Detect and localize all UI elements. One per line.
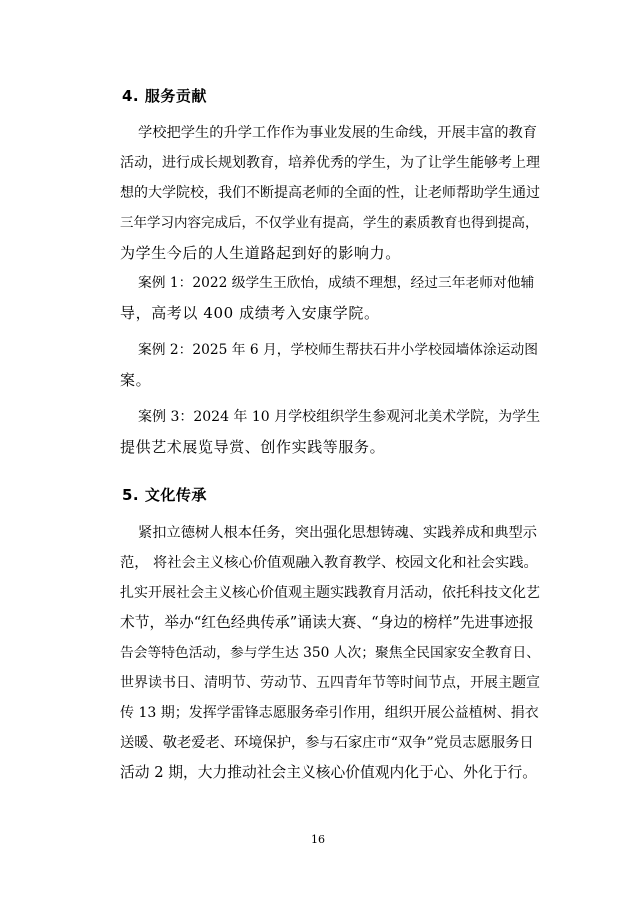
paragraph-line: 传 13 期；发挥学雷锋志愿服务牵引作用，组织开展公益植树、捐衣: [120, 705, 539, 721]
paragraph-line: 为学生今后的人生道路起到好的影响力。: [120, 244, 401, 262]
paragraph-line: 紧扣立德树人根本任务，突出强化思想铸魂、实践养成和典型示: [138, 525, 538, 541]
case-line: 导，高考以 400 成绩考入安康学院。: [120, 304, 380, 322]
paragraph-line: 三年学习内容完成后，不仅学业有提高，学生的素质教育也得到提高，: [120, 215, 539, 231]
case-line: 案例 1：2022 级学生王欣怡，成绩不理想，经过三年老师对他辅: [138, 275, 535, 291]
paragraph-line: 送暖、敬老爱老、环境保护，参与石家庄市“双争”党员志愿服务日: [120, 735, 534, 751]
section-4-intro-paragraph: [120, 118, 540, 268]
paragraph-line: 世界读书日、清明节、劳动节、五四青年节等时间节点，开展主题宣: [120, 675, 540, 691]
case-3-paragraph: [120, 402, 540, 462]
paragraph-line: 活动，进行成长规划教育，培养优秀的学生，为了让学生能够考上理: [120, 155, 540, 171]
page-number: 16: [311, 833, 325, 846]
paragraph-line: 范， 将社会主义核心价值观融入教育教学、校园文化和社会实践。: [120, 555, 538, 571]
paragraph-line: 学校把学生的升学工作作为事业发展的生命线，开展丰富的教育: [138, 125, 538, 141]
paragraph-line: 扎实开展社会主义核心价值观主题实践教育月活动，依托科技文化艺: [120, 585, 540, 601]
case-2-paragraph: [120, 335, 540, 395]
paragraph-line: 想的大学院校，我们不断提高老师的全面的性，让老师帮助学生通过: [120, 185, 540, 201]
section-5-body-paragraph: [120, 518, 540, 788]
paragraph-line: 活动 2 期，大力推动社会主义核心价值观内化于心、外化于行。: [120, 764, 538, 781]
section-4-heading: 4. 服务贡献: [122, 87, 207, 105]
case-1-paragraph: [120, 268, 540, 328]
paragraph-line: 术节，举办“红色经典传承”诵读大赛、“身边的榜样”先进事迹报: [120, 614, 534, 631]
case-line: 案例 2：2025 年 6 月，学校师生帮扶石井小学校园墙体涂运动图: [138, 342, 538, 358]
case-line: 提供艺术展览导赏、创作实践等服务。: [120, 438, 386, 456]
paragraph-line: 告会等特色活动，参与学生达 350 人次；聚焦全民国家安全教育日、: [120, 645, 540, 661]
section-5-heading: 5. 文化传承: [122, 486, 207, 504]
case-line: 案。: [120, 371, 152, 389]
case-line: 案例 3：2024 年 10 月学校组织学生参观河北美术学院，为学生: [138, 409, 541, 425]
